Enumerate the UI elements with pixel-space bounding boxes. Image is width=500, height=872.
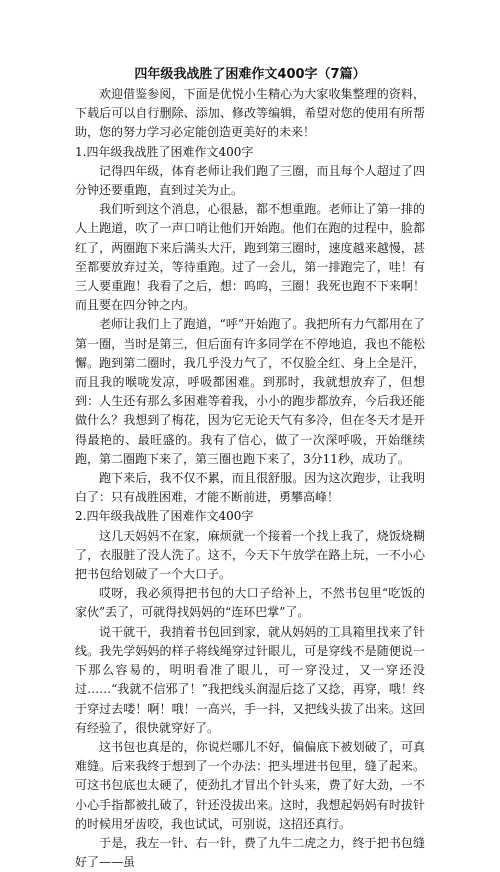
body-paragraph: 跑下来后，我不仅不累，而且很舒服。因为这次跑步，让我明白了：只有战胜困难，才能不断前进，勇攀高峰！ <box>75 471 425 505</box>
essay-heading: 1.四年级我战胜了困难作文400字 <box>75 144 254 159</box>
body-paragraph: 这几天妈妈不在家，麻烦就一个接着一个找上我了，烧饭烧糊了，衣服脏了没人洗了。这不，今天下午放学在路上玩，一不小心把书包给划破了一个大口子。 <box>75 528 425 582</box>
body-paragraph: 哎呀，我必须得把书包的大口子给补上，不然书包里“吃饭的家伙”丢了，可就得找妈妈的“连环巴掌”了。 <box>75 586 425 620</box>
body-paragraph-cut-off: 于是，我左一针、右一针，费了九牛二虎之力，终于把书包缝好了——虽 <box>75 835 425 870</box>
essay-heading: 2.四年级我战胜了困难作文400字 <box>75 509 254 524</box>
document-body <box>75 85 425 870</box>
intro-paragraph: 欢迎借鉴参阅，下面是优悦小生精心为大家收集整理的资料，下载后可以自行删除、添加、修改等编辑，希望对您的使用有所帮助，您的努力学习必定能创造更美好的未来！ <box>75 87 425 140</box>
body-paragraph: 这书包也真是的，你说烂哪儿不好，偏偏底下被划破了，可真难缝。后来我终于想到了一个办法：把头埋进书包里，缝了起来。可这书包底也太硬了，使劲扎才冒出个针头来，费了好大劲，一不小心手指都被扎破了，针还没拔出来。这时，我想起妈妈有时拔针的时候用牙齿咬，我也试试，可别说，这招还真行。 <box>75 739 425 831</box>
body-paragraph: 老师让我们上了跑道，“呼”开始跑了。我把所有力气都用在了第一圈，当时是第三，但后面有许多同学在不停地追，我也不能松懈。跑到第二圈时，我几乎没力气了，不仅脸全红、身上全是汗，而且我的喉咙发凉，呼吸都困难。到那时，我就想放弃了，但想到：人生还有那么多困难等着我，小小的跑步都放弃，今后我还能做什么？我想到了梅花，因为它无论天气有多冷，但在冬天才是开得最艳的、最旺盛的。我有了信心，做了一次深呼吸，开始继续跑，第二圈跑下来了，第三圈也跑下来了，3分11秒，成功了。 <box>75 317 425 466</box>
body-paragraph: 说干就干，我捎着书包回到家，就从妈妈的工具箱里找来了针线。我先学妈妈的样子将线绳穿过针眼儿，可是穿线不是随便说一下那么容易的，明明看准了眼儿，可一穿没过，又一穿还没过……“我就不信邪了！”我把线头润湿后捻了又捻，再穿，哦！终于穿过去喽！啊！哦！一高兴，手一抖，又把线头拔了出来。这回有经验了，很快就穿好了。 <box>75 624 425 735</box>
body-paragraph: 记得四年级，体育老师让我们跑了三圈，而且每个人超过了四分钟还要重跑，直到过关为止。 <box>75 163 425 198</box>
body-paragraph: 我们听到这个消息，心很悬，都不想重跑。老师让了第一排的人上跑道，吹了一声口哨让他们开始跑。他们在跑的过程中，脸都红了，两圈跑下来后满头大汗，跑到第三圈时，速度越来越慢，甚至都要放弃过关，等待重跑。过了一会儿，第一排跑完了，哇！有三人要重跑！我看了之后，想：呜呜，三圈！我死也跑不下来啊！而且要在四分钟之内。 <box>75 202 425 313</box>
document-title: 四年级我战胜了困难作文400字（7篇） <box>134 67 366 82</box>
